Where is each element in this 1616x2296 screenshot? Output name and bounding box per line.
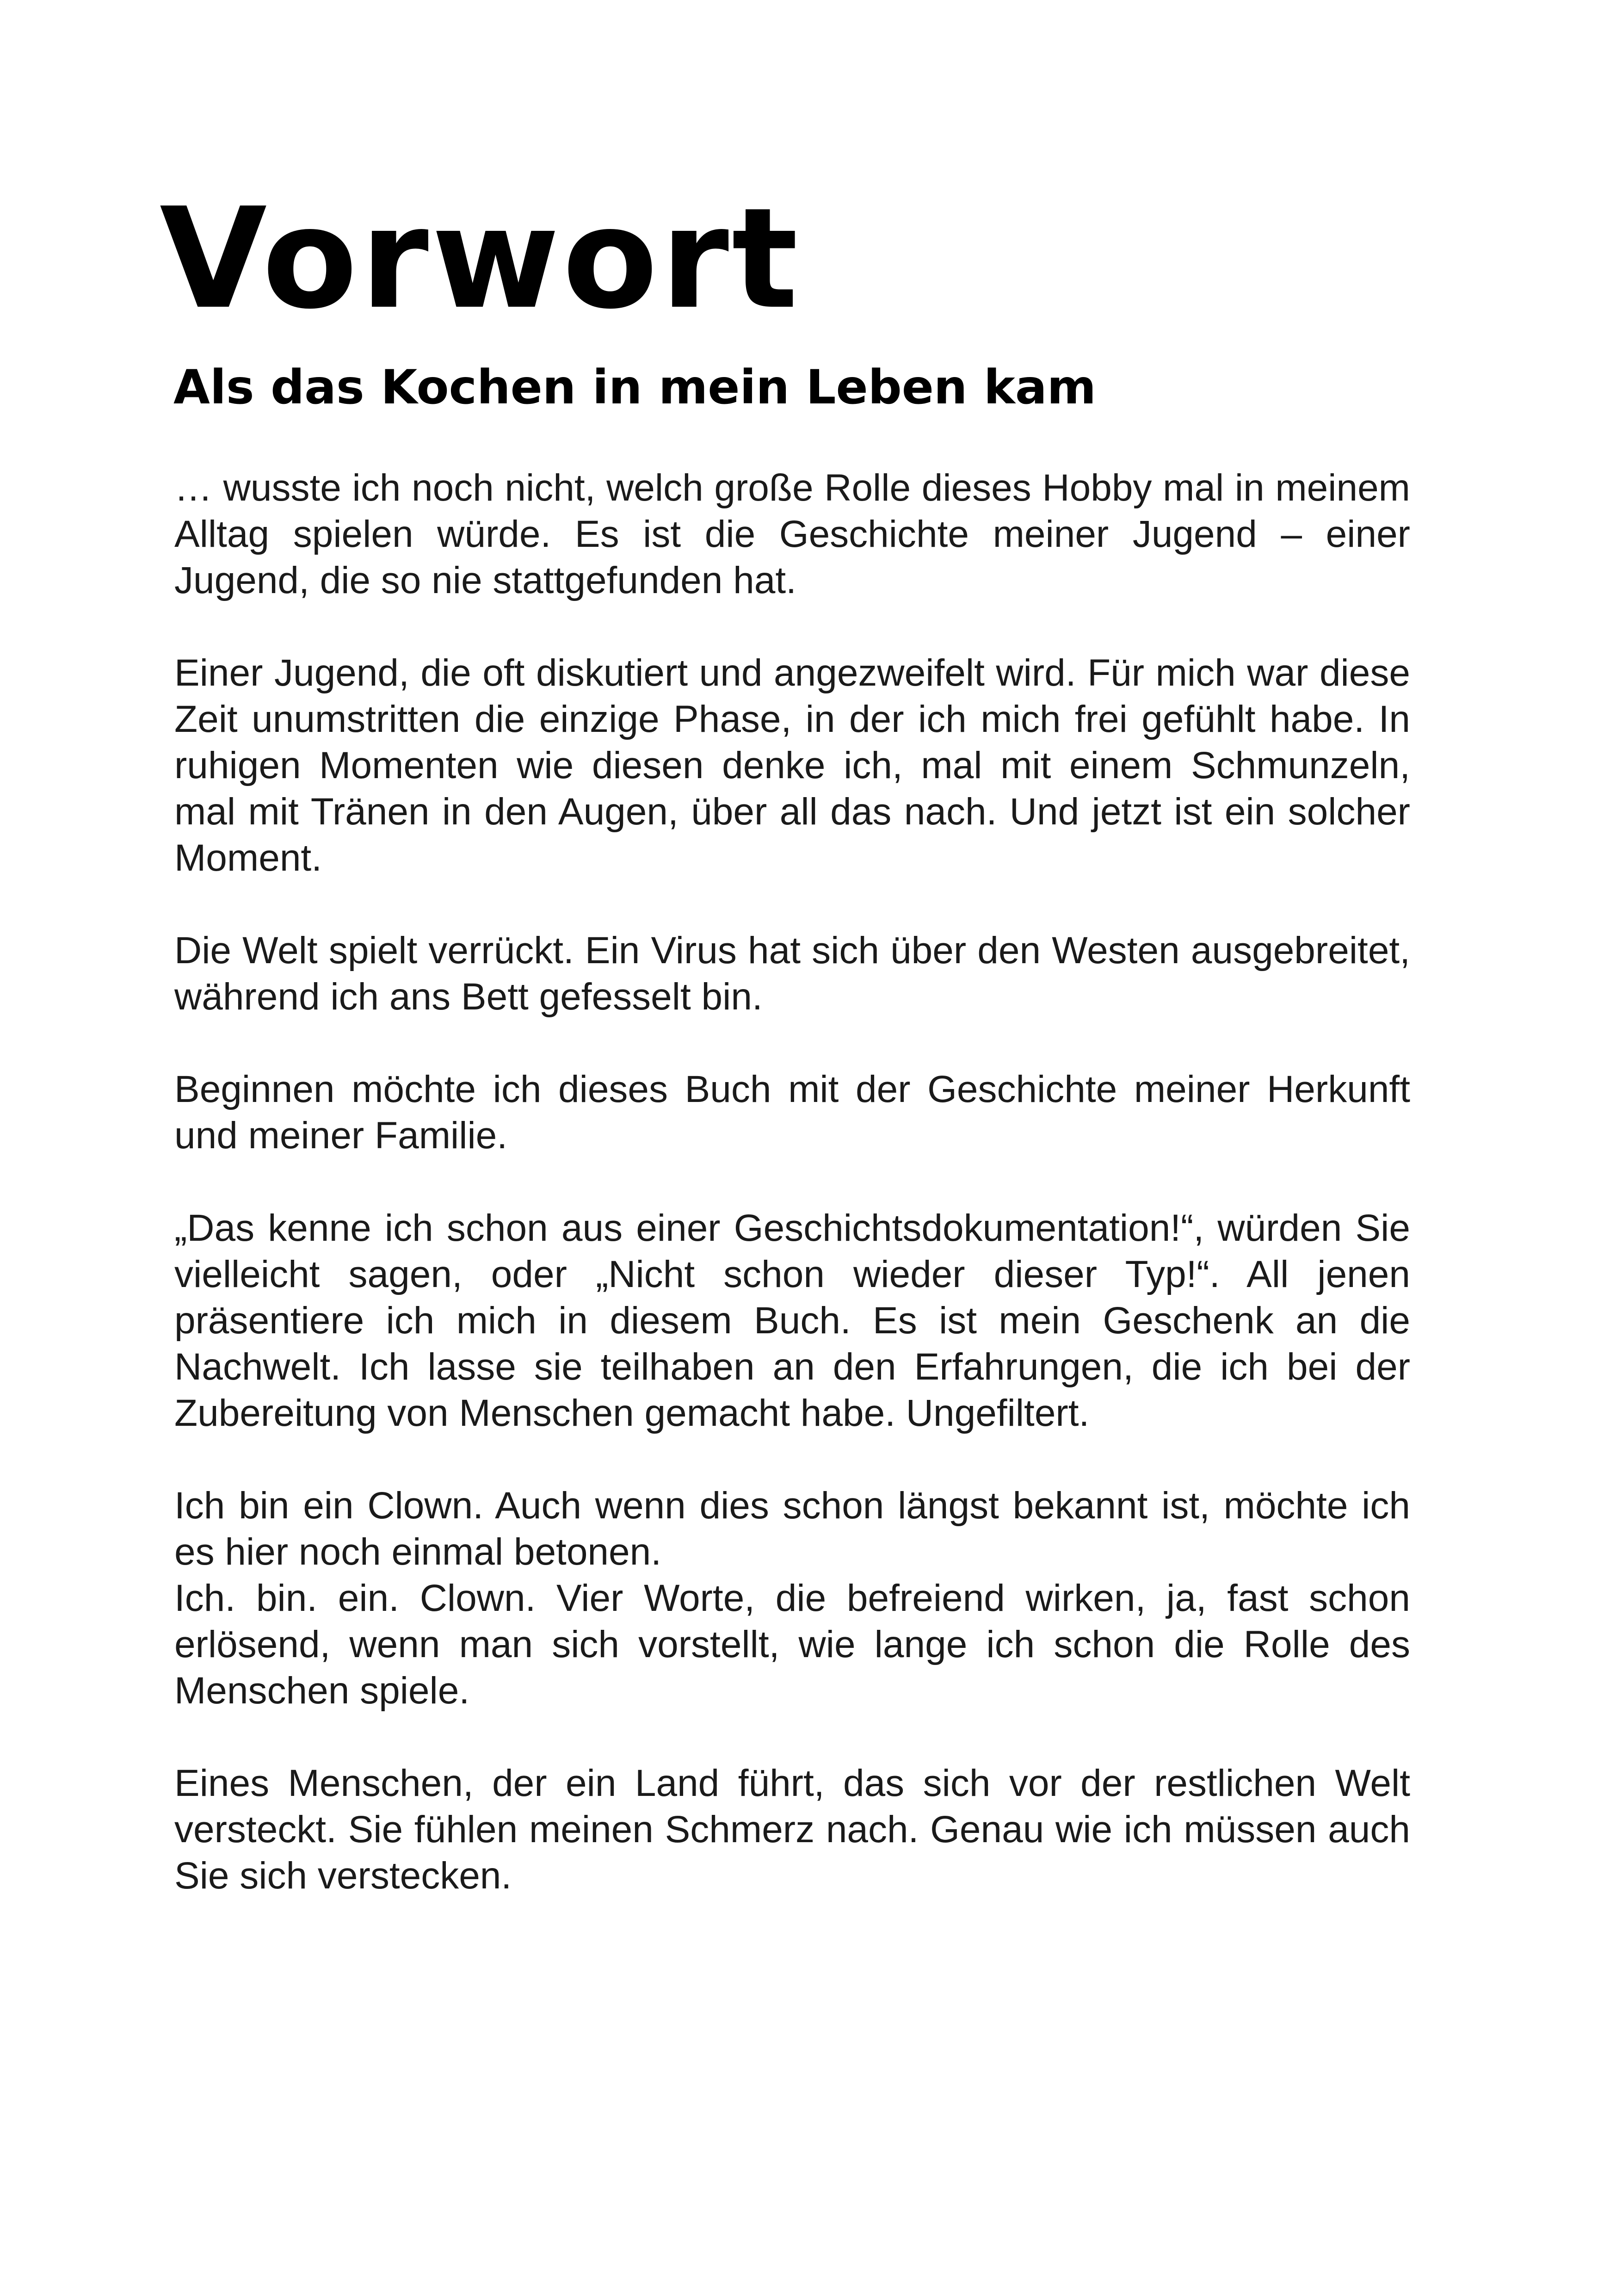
paragraph xyxy=(174,1205,1410,1436)
paragraph xyxy=(174,650,1410,881)
paragraph-line: „Das kenne ich schon aus einer Geschichtsdokumentation!“, würden Sie vielleicht sagen, oder „Nicht schon wieder dieser Typ!“. All jenen präsentiere ich mich in diesem Buch. Es ist mein Geschenk an die Nachwelt. Ich lasse sie teilhaben an den Erfahrungen, die ich bei der Zubereitung von Menschen gemacht habe. Ungefiltert. xyxy=(174,1207,1410,1434)
paragraph xyxy=(174,465,1410,604)
paragraph-line: Ich. bin. ein. Clown. Vier Worte, die befreiend wirken, ja, fast schon erlösend, wenn man sich vorstellt, wie lange ich schon die Rolle des Menschen spiele. xyxy=(174,1577,1410,1712)
paragraph xyxy=(174,1066,1410,1159)
paragraph-line: … wusste ich noch nicht, welch große Rolle dieses Hobby mal in meinem Alltag spielen würde. Es ist die Geschichte meiner Jugend – einer Jugend, die so nie stattgefunden hat. xyxy=(174,467,1410,601)
body-text xyxy=(174,465,1410,1945)
paragraph-line: Eines Menschen, der ein Land führt, das sich vor der restlichen Welt versteckt. Sie fühlen meinen Schmerz nach. Genau wie ich müssen auch Sie sich verstecken. xyxy=(174,1762,1410,1897)
paragraph xyxy=(174,1483,1410,1714)
paragraph-line: Beginnen möchte ich dieses Buch mit der Geschichte meiner Herkunft und meiner Familie. xyxy=(174,1068,1410,1157)
paragraph xyxy=(174,928,1410,1020)
paragraph-line: Einer Jugend, die oft diskutiert und angezweifelt wird. Für mich war diese Zeit unumstritten die einzige Phase, in der ich mich frei gefühlt habe. In ruhigen Momenten wie diesen denke ich, mal mit einem Schmunzeln, mal mit Tränen in den Augen, über all das nach. Und jetzt ist ein solcher Moment. xyxy=(174,652,1410,879)
page-title: Vorwort xyxy=(160,178,801,340)
paragraph xyxy=(174,1760,1410,1899)
paragraph-line: Ich bin ein Clown. Auch wenn dies schon längst bekannt ist, möchte ich es hier noch einmal betonen. xyxy=(174,1485,1410,1573)
page-subtitle: Als das Kochen in mein Leben kam xyxy=(173,360,1096,415)
paragraph-line: Die Welt spielt verrückt. Ein Virus hat sich über den Westen ausgebreitet, während ich ans Bett gefesselt bin. xyxy=(174,929,1410,1018)
